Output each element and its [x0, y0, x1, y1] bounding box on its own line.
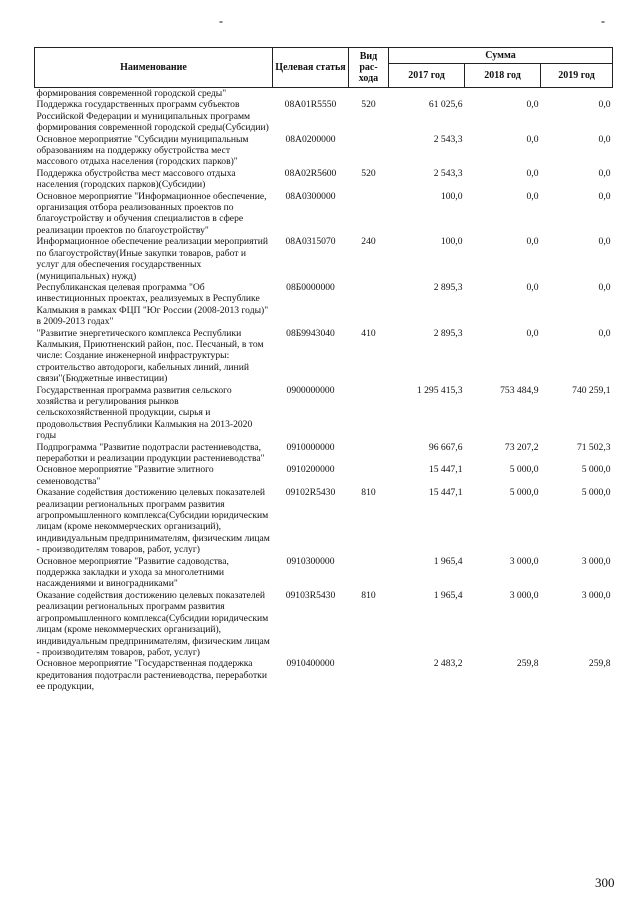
cell-sum-2017: 1 965,4: [433, 555, 463, 567]
cell-target-article: 08А01R5550: [284, 99, 337, 111]
cell-name: Основное мероприятие "Субсидии муниципальным образованиям на поддержку обустройства мест массового отдыха населения (городских парков)": [36, 133, 249, 168]
cell-sum-2017: 1 295 415,3: [416, 384, 463, 396]
header-sum: Сумма: [389, 48, 613, 64]
cell-sum-2018: 0,0: [526, 327, 539, 339]
table-row: [35, 487, 613, 555]
cell-target-article: 0910400000: [286, 658, 335, 670]
cell-name: Оказание содействия достижению целевых показателей реализации региональных программ развития агропромышленного комплекса(Субсидии юридическим лицам (кроме некоммерческих организаций), индивидуальным предпринимателям, физическим лицам - производителям товаров, работ, услуг): [36, 589, 270, 658]
cell-expense-type: 410: [361, 327, 376, 339]
cell-name: Подпрограмма "Развитие подотрасли растениеводства, переработки и реализации продукции растениеводства": [36, 441, 265, 464]
table-row: [35, 590, 613, 658]
cell-name: Государственная программа развития сельского хозяйства и регулирования рынков сельскохозяйственной продукции, сырья и продовольствия Республики Калмыкия на 2013-2020 годы: [36, 384, 253, 442]
cell-target-article: [273, 88, 349, 100]
cell-expense-type: [349, 134, 389, 168]
cell-sum-2019: [541, 88, 613, 100]
header-mark-left: -: [219, 14, 223, 28]
cell-sum-2017: 61 025,6: [428, 99, 463, 111]
cell-sum-2017: 2 543,3: [433, 133, 463, 145]
cell-expense-type: [349, 385, 389, 442]
header-name: Наименование: [35, 48, 273, 88]
cell-sum-2019: 0,0: [598, 133, 611, 145]
cell-target-article: 08Б9943040: [286, 327, 335, 339]
cell-sum-2018: 0,0: [526, 236, 539, 248]
table-header: [35, 48, 613, 88]
cell-target-article: 08А02R5600: [284, 167, 337, 179]
cell-expense-type: [349, 556, 389, 590]
cell-sum-2019: 0,0: [598, 281, 611, 293]
cell-sum-2017: 15 447,1: [428, 487, 463, 499]
table-row: [35, 282, 613, 328]
cell-name: Оказание содействия достижению целевых показателей реализации региональных программ развития агропромышленного комплекса(Субсидии юридическим лицам (кроме некоммерческих организаций), индивидуальным предпринимателям, физическим лицам - производителям товаров, работ, услуг): [36, 487, 270, 556]
cell-expense-type: [349, 464, 389, 487]
cell-sum-2017: [389, 88, 465, 100]
table-row: [35, 556, 613, 590]
table-body: [35, 88, 613, 693]
cell-sum-2018: [465, 88, 541, 100]
table-row: [35, 464, 613, 487]
table-row: [35, 385, 613, 442]
cell-sum-2019: 259,8: [588, 658, 611, 670]
cell-target-article: 08А0200000: [285, 133, 336, 145]
cell-expense-type: [349, 282, 389, 328]
page-number: 300: [595, 875, 615, 890]
header-vr: Вид рас-хода: [349, 48, 389, 88]
cell-target-article: 0910000000: [286, 441, 335, 453]
table-row: [35, 134, 613, 168]
header-code: Целевая статья: [273, 48, 349, 88]
table-row: [35, 88, 613, 100]
table-row: [35, 658, 613, 692]
cell-name: "Развитие энергетического комплекса Республики Калмыкия, Приютненский район, пос. Песчаный, в том числе: Создание инженерной инфраструктуры: строительство автодороги, кабельных линий, линий связи"(Бюджетные инвестиции): [36, 327, 264, 385]
cell-sum-2019: 0,0: [598, 167, 611, 179]
cell-sum-2017: 96 667,6: [428, 441, 463, 453]
cell-target-article: 0910200000: [286, 464, 335, 476]
cell-name: Информационное обеспечение реализации мероприятий по благоустройству(Иные закупки товаров, работ и услуг для обеспечения государственных (муниципальных) нужд): [36, 236, 269, 282]
cell-target-article: 08Б0000000: [286, 281, 335, 293]
cell-sum-2018: 5 000,0: [509, 487, 539, 499]
cell-sum-2018: 0,0: [526, 133, 539, 145]
cell-expense-type: 520: [361, 99, 376, 111]
cell-sum-2019: 0,0: [598, 236, 611, 248]
cell-sum-2018: 0,0: [526, 190, 539, 202]
cell-target-article: 08А0300000: [285, 190, 336, 202]
cell-target-article: 09103R5430: [285, 589, 336, 601]
cell-sum-2017: 1 965,4: [433, 589, 463, 601]
cell-sum-2018: 3 000,0: [509, 589, 539, 601]
header-year-2017: 2017 год: [389, 64, 465, 88]
cell-sum-2019: 5 000,0: [581, 464, 611, 476]
cell-target-article: 0900000000: [286, 384, 335, 396]
cell-sum-2017: 2 895,3: [433, 281, 463, 293]
cell-sum-2017: 100,0: [440, 236, 463, 248]
cell-sum-2018: 753 484,9: [500, 384, 539, 396]
cell-sum-2017: 15 447,1: [428, 464, 463, 476]
cell-expense-type: 240: [361, 236, 376, 248]
cell-sum-2019: 3 000,0: [581, 555, 611, 567]
cell-expense-type: 810: [361, 487, 376, 499]
table-row: [35, 168, 613, 191]
cell-expense-type: 810: [361, 589, 376, 601]
cell-name: формирования современной городской среды": [36, 88, 227, 99]
header-year-2018: 2018 год: [465, 64, 541, 88]
cell-sum-2019: 3 000,0: [581, 589, 611, 601]
table-row: [35, 442, 613, 465]
cell-target-article: 08А0315070: [285, 236, 336, 248]
cell-sum-2017: 2 895,3: [433, 327, 463, 339]
cell-expense-type: [349, 88, 389, 100]
table-row: [35, 328, 613, 385]
cell-sum-2019: 740 259,1: [572, 384, 611, 396]
cell-expense-type: [349, 658, 389, 692]
cell-name: Основное мероприятие "Развитие садоводства, поддержка закладки и ухода за многолетними насаждениями и виноградниками": [36, 555, 229, 590]
cell-sum-2018: 5 000,0: [509, 464, 539, 476]
cell-sum-2019: 71 502,3: [576, 441, 611, 453]
budget-table: [34, 47, 613, 693]
cell-sum-2019: 0,0: [598, 327, 611, 339]
cell-name: Основное мероприятие "Информационное обеспечение, организация отбора реализованных проектов по благоустройству и обучения специалистов в сфере реализации проектов по благоустройству": [36, 190, 267, 236]
cell-sum-2019: 0,0: [598, 190, 611, 202]
cell-expense-type: 520: [361, 167, 376, 179]
cell-sum-2017: 100,0: [440, 190, 463, 202]
cell-sum-2019: 5 000,0: [581, 487, 611, 499]
cell-sum-2017: 2 543,3: [433, 167, 463, 179]
cell-name: Поддержка государственных программ субъектов Российской Федерации и муниципальных программ формирования современной городской среды(Субсидии): [36, 99, 269, 134]
cell-sum-2018: 73 207,2: [504, 441, 539, 453]
cell-sum-2018: 3 000,0: [509, 555, 539, 567]
cell-sum-2018: 259,8: [516, 658, 539, 670]
table-row: [35, 99, 613, 133]
header-year-2019: 2019 год: [541, 64, 613, 88]
cell-sum-2018: 0,0: [526, 167, 539, 179]
cell-sum-2018: 0,0: [526, 99, 539, 111]
table-row: [35, 236, 613, 282]
table-row: [35, 191, 613, 237]
cell-expense-type: [349, 191, 389, 237]
cell-name: Поддержка обустройства мест массового отдыха населения (городских парков)(Субсидии): [36, 167, 236, 191]
cell-expense-type: [349, 442, 389, 465]
cell-name: Основное мероприятие "Развитие элитного семеноводства": [36, 464, 214, 487]
cell-target-article: 09102R5430: [285, 487, 336, 499]
header-mark-right: -: [601, 14, 605, 28]
cell-target-article: 0910300000: [286, 555, 335, 567]
cell-sum-2017: 2 483,2: [433, 658, 463, 670]
cell-name: Республиканская целевая программа "Об инвестиционных проектах, реализуемых в Республике Калмыкия в рамках ФЦП "Юг России (2008-2013 годы)" в 2009-2013 годах": [36, 281, 269, 328]
cell-sum-2019: 0,0: [598, 99, 611, 111]
cell-sum-2018: 0,0: [526, 281, 539, 293]
cell-name: Основное мероприятие "Государственная поддержка кредитования подотрасли растениеводства, переработки ее продукции,: [36, 658, 267, 693]
